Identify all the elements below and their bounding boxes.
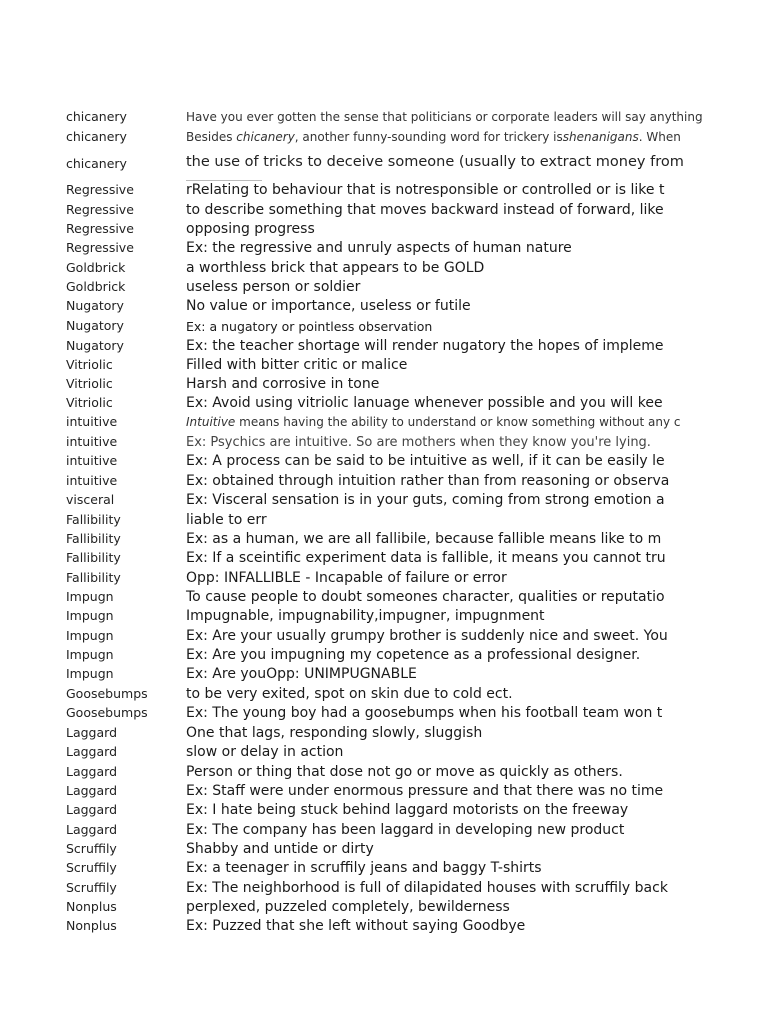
- table-row: [0, 744, 768, 764]
- table-row: [0, 221, 768, 241]
- underline-divider: [186, 180, 262, 181]
- table-row: [0, 109, 768, 129]
- table-row: [0, 512, 768, 532]
- definition-cell: Ex: Psychics are intuitive. So are mothers when they know you're lying.: [186, 435, 651, 450]
- word-cell: Nonplus: [66, 899, 117, 914]
- table-row: [0, 414, 768, 434]
- word-cell: Nugatory: [66, 318, 124, 333]
- word-cell: Scruffily: [66, 880, 117, 895]
- definition-cell: the use of tricks to deceive someone (usually to extract money from: [186, 154, 684, 170]
- definition-cell: To cause people to doubt someones character, qualities or reputatio: [186, 589, 665, 605]
- table-row: [0, 899, 768, 919]
- word-cell: Vitriolic: [66, 395, 113, 410]
- table-row: [0, 154, 768, 174]
- word-cell: Goldbrick: [66, 279, 126, 294]
- definition-cell: Ex: I hate being stuck behind laggard motorists on the freeway: [186, 802, 629, 818]
- table-row: [0, 202, 768, 222]
- definition-cell: liable to err: [186, 512, 267, 528]
- word-cell: Nugatory: [66, 338, 124, 353]
- table-row: [0, 822, 768, 842]
- table-row: [0, 357, 768, 377]
- word-cell: Scruffily: [66, 860, 117, 875]
- definition-cell: Ex: a nugatory or pointless observation: [186, 319, 433, 334]
- word-cell: Nonplus: [66, 918, 117, 933]
- word-cell: visceral: [66, 492, 115, 507]
- definition-cell: One that lags, responding slowly, sluggish: [186, 725, 483, 741]
- definition-cell: Shabby and untide or dirty: [186, 841, 374, 857]
- word-cell: Goosebumps: [66, 705, 148, 720]
- table-row: [0, 666, 768, 686]
- definition-cell: Ex: the regressive and unruly aspects of human nature: [186, 240, 572, 256]
- definition-cell: Harsh and corrosive in tone: [186, 376, 380, 392]
- definition-cell: Ex: a teenager in scruffily jeans and baggy T-shirts: [186, 860, 542, 876]
- definition-cell: rRelating to behaviour that is notresponsible or controlled or is like t: [186, 182, 665, 198]
- definition-cell: Opp: INFALLIBLE - Incapable of failure or error: [186, 570, 507, 586]
- definition-cell: Impugnable, impugnability,impugner, impugnment: [186, 608, 545, 624]
- table-row: [0, 473, 768, 493]
- table-row: [0, 589, 768, 609]
- definition-cell: [186, 414, 681, 431]
- table-row: [0, 764, 768, 784]
- table-row: [0, 608, 768, 628]
- table-row: [0, 318, 768, 338]
- table-row: [0, 686, 768, 706]
- word-cell: Goosebumps: [66, 686, 148, 701]
- table-row: [0, 453, 768, 473]
- definition-cell: Ex: A process can be said to be intuitive as well, if it can be easily le: [186, 453, 665, 469]
- definition-cell: opposing progress: [186, 221, 315, 237]
- word-cell: Regressive: [66, 221, 134, 236]
- definition-text: means having the ability to understand or know something without any c: [235, 415, 681, 429]
- definition-cell: Ex: Are your usually grumpy brother is suddenly nice and sweet. You: [186, 628, 668, 644]
- word-cell: Vitriolic: [66, 376, 113, 391]
- table-row: [0, 550, 768, 570]
- definition-cell: Have you ever gotten the sense that politicians or corporate leaders will say anything: [186, 110, 703, 124]
- word-cell: intuitive: [66, 473, 118, 488]
- definition-cell: to describe something that moves backward instead of forward, like: [186, 202, 664, 218]
- definition-cell: Ex: The neighborhood is full of dilapidated houses with scruffily back: [186, 880, 668, 896]
- definition-cell: Ex: Are youOpp: UNIMPUGNABLE: [186, 666, 417, 682]
- word-cell: Impugn: [66, 666, 114, 681]
- definition-cell: [186, 129, 681, 146]
- definition-cell: Ex: Staff were under enormous pressure and that there was no time: [186, 783, 664, 799]
- word-cell: Laggard: [66, 764, 118, 779]
- table-row: [0, 705, 768, 725]
- table-row: [0, 240, 768, 260]
- definition-italic-text: chicanery: [236, 130, 295, 144]
- word-cell: Regressive: [66, 240, 134, 255]
- definition-cell: Ex: obtained through intuition rather than from reasoning or observa: [186, 473, 670, 489]
- word-cell: Fallibility: [66, 512, 121, 527]
- table-row: [0, 434, 768, 454]
- word-cell: Fallibility: [66, 570, 121, 585]
- definition-cell: No value or importance, useless or futile: [186, 298, 471, 314]
- word-cell: Impugn: [66, 589, 114, 604]
- table-row: [0, 860, 768, 880]
- word-cell: Impugn: [66, 608, 114, 623]
- word-cell: Vitriolic: [66, 357, 113, 372]
- definition-text: Besides: [186, 130, 237, 144]
- definition-cell: a worthless brick that appears to be GOLD: [186, 260, 485, 276]
- word-cell: intuitive: [66, 414, 118, 429]
- word-cell: Regressive: [66, 182, 134, 197]
- table-row: [0, 647, 768, 667]
- definition-cell: Filled with bitter critic or malice: [186, 357, 408, 373]
- table-row: [0, 395, 768, 415]
- table-row: [0, 531, 768, 551]
- definition-text: , another funny-sounding word for trickery is: [294, 130, 563, 144]
- word-cell: Nugatory: [66, 298, 124, 313]
- definition-cell: perplexed, puzzeled completely, bewilderness: [186, 899, 510, 915]
- definition-italic-text: Intuitive: [186, 415, 236, 429]
- word-cell: Impugn: [66, 647, 114, 662]
- table-row: [0, 182, 768, 202]
- word-cell: Laggard: [66, 744, 118, 759]
- table-row: [0, 841, 768, 861]
- table-row: [0, 918, 768, 938]
- definition-cell: Person or thing that dose not go or move as quickly as others.: [186, 764, 623, 780]
- definition-text: . When: [638, 130, 681, 144]
- word-cell: chicanery: [66, 129, 127, 144]
- table-row: [0, 725, 768, 745]
- definition-cell: Ex: The company has been laggard in developing new product: [186, 822, 625, 838]
- word-cell: Fallibility: [66, 531, 121, 546]
- table-row: [0, 338, 768, 358]
- definition-cell: Ex: the teacher shortage will render nugatory the hopes of impleme: [186, 338, 664, 354]
- definition-cell: Ex: Are you impugning my copetence as a professional designer.: [186, 647, 641, 663]
- definition-cell: Ex: Avoid using vitriolic lanuage whenever possible and you will kee: [186, 395, 663, 411]
- definition-cell: Ex: as a human, we are all fallibile, because fallible means like to m: [186, 531, 662, 547]
- word-cell: chicanery: [66, 109, 127, 124]
- word-cell: intuitive: [66, 453, 118, 468]
- word-cell: Regressive: [66, 202, 134, 217]
- word-cell: Laggard: [66, 783, 118, 798]
- table-row: [0, 570, 768, 590]
- table-row: [0, 260, 768, 280]
- table-row: [0, 279, 768, 299]
- definition-cell: Ex: The young boy had a goosebumps when his football team won t: [186, 705, 663, 721]
- table-row: [0, 376, 768, 396]
- table-row: [0, 628, 768, 648]
- definition-cell: to be very exited, spot on skin due to cold ect.: [186, 686, 513, 702]
- definition-italic-text: shenanigans: [562, 130, 639, 144]
- definition-cell: Ex: Puzzed that she left without saying Goodbye: [186, 918, 526, 934]
- definition-cell: slow or delay in action: [186, 744, 344, 760]
- word-cell: intuitive: [66, 434, 118, 449]
- definition-cell: useless person or soldier: [186, 279, 361, 295]
- definition-cell: Ex: Visceral sensation is in your guts, coming from strong emotion a: [186, 492, 665, 508]
- word-cell: Goldbrick: [66, 260, 126, 275]
- word-cell: Laggard: [66, 802, 118, 817]
- table-row: [0, 802, 768, 822]
- word-cell: Laggard: [66, 822, 118, 837]
- word-cell: chicanery: [66, 156, 127, 171]
- word-cell: Laggard: [66, 725, 118, 740]
- word-cell: Impugn: [66, 628, 114, 643]
- table-row: [0, 129, 768, 149]
- table-row: [0, 880, 768, 900]
- definition-cell: Ex: If a sceintific experiment data is fallible, it means you cannot tru: [186, 550, 666, 566]
- table-row: [0, 492, 768, 512]
- table-row: [0, 783, 768, 803]
- table-row: [0, 298, 768, 318]
- word-cell: Scruffily: [66, 841, 117, 856]
- word-cell: Fallibility: [66, 550, 121, 565]
